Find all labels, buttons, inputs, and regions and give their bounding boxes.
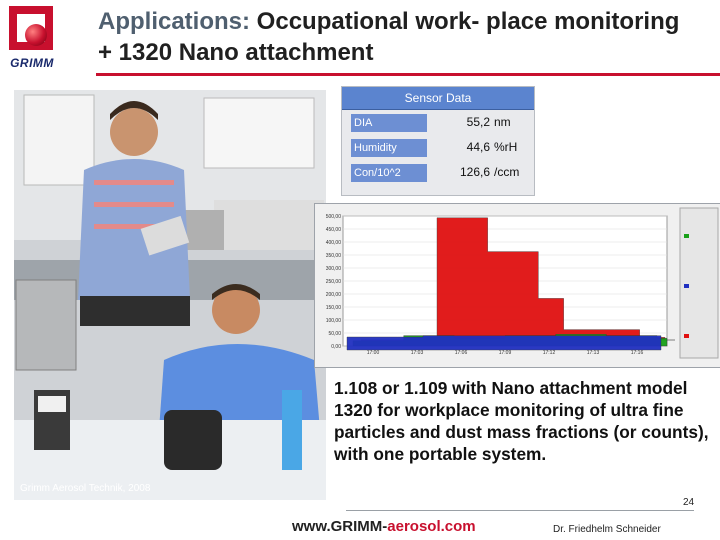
legend-swatch: [684, 284, 689, 288]
y-tick-label: 300,00: [325, 266, 341, 272]
y-tick-label: 250,00: [325, 279, 341, 285]
legend-swatch: [684, 334, 689, 338]
sensor-unit: /ccm: [494, 165, 520, 179]
title-rule: [96, 73, 720, 76]
sensor-row-concentration: [342, 162, 534, 185]
sensor-panel-title: Sensor Data: [342, 87, 534, 110]
y-tick-label: 450,00: [325, 227, 341, 233]
chart-series-area: [347, 336, 661, 350]
x-tick-label: 17:16: [630, 350, 644, 356]
x-tick-label: 17:03: [410, 350, 424, 356]
logo-wordmark: GRIMM: [10, 56, 54, 70]
particle-chart: [315, 204, 720, 367]
sensor-row-dia: [342, 112, 534, 135]
y-tick-label: 50,00: [328, 331, 341, 337]
sensor-row-humidity: [342, 137, 534, 160]
page-number: 24: [683, 497, 695, 508]
description-text: 1.108 or 1.109 with Nano attachment model 1320 for workplace monitoring of ultra fine particles and dust mass fractions (or counts), with one portable system.: [334, 378, 709, 464]
y-tick-label: 100,00: [325, 318, 341, 324]
footer-url-suffix: aerosol.com: [387, 518, 476, 535]
sensor-label: DIA: [351, 114, 427, 132]
particle-chart-panel: [314, 203, 720, 368]
sensor-unit: nm: [494, 115, 511, 129]
x-tick-label: 17:09: [498, 350, 512, 356]
x-tick-label: 17:06: [454, 350, 468, 356]
grimm-logo: [6, 6, 58, 76]
y-tick-label: 200,00: [325, 292, 341, 298]
legend-swatch: [684, 234, 689, 238]
sensor-value: 44,6: [466, 140, 490, 154]
sensor-data-panel: [341, 86, 535, 196]
y-tick-label: 350,00: [325, 253, 341, 259]
x-tick-label: 17:12: [542, 350, 556, 356]
footer-url-prefix: www.GRIMM-: [292, 518, 388, 535]
footer-website: [292, 518, 476, 535]
y-tick-label: 400,00: [325, 240, 341, 246]
sensor-value: 55,2: [466, 115, 490, 129]
y-tick-label: 500,00: [325, 214, 341, 220]
workplace-photo: [14, 90, 326, 500]
footer-author: Dr. Friedhelm Schneider: [553, 524, 661, 535]
photo-credit: Grimm Aerosol Technik, 2008: [20, 483, 151, 494]
slide-title: [98, 6, 698, 68]
title-keyword: Applications:: [98, 8, 251, 35]
title-text: Occupational work- place monitoring + 1320 Nano attachment: [98, 8, 680, 66]
footer-divider: [346, 510, 694, 511]
sensor-label: Humidity: [351, 139, 427, 157]
workplace-photo-illustration: [14, 90, 326, 500]
x-tick-label: 17:13: [586, 350, 600, 356]
logo-ball: [25, 24, 47, 46]
sensor-label: Con/10^2: [351, 164, 427, 182]
x-tick-label: 17:00: [366, 350, 380, 356]
y-tick-label: 0,00: [331, 344, 341, 350]
sensor-unit: %rH: [494, 140, 518, 154]
sensor-value: 126,6: [459, 165, 490, 179]
y-tick-label: 150,00: [325, 305, 341, 311]
